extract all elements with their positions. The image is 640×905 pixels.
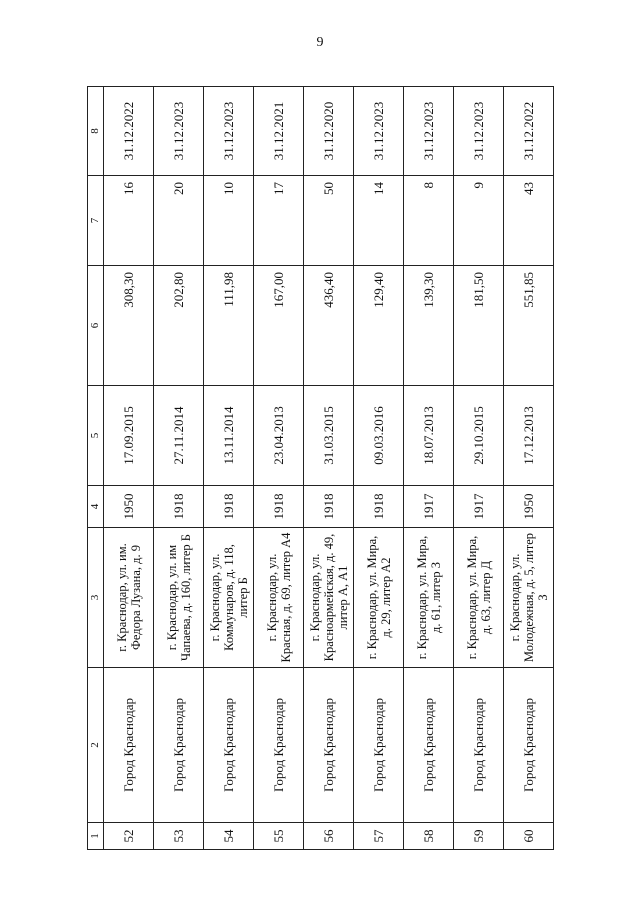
table-row: [304, 87, 354, 850]
column-header: 1: [88, 823, 104, 850]
municipality: Город Краснодар: [354, 668, 404, 823]
recognition-date: 13.11.2014: [204, 386, 254, 486]
table-row: [154, 87, 204, 850]
municipality: Город Краснодар: [154, 668, 204, 823]
build-year: 1918: [154, 486, 204, 528]
table-row: [104, 87, 154, 850]
residents-count: 20: [154, 176, 204, 266]
recognition-date: 29.10.2015: [454, 386, 504, 486]
column-header: 8: [88, 87, 104, 176]
municipality: Город Краснодар: [204, 668, 254, 823]
build-year: 1918: [354, 486, 404, 528]
table-row: [204, 87, 254, 850]
residents-count: 9: [454, 176, 504, 266]
recognition-date: 31.03.2015: [304, 386, 354, 486]
deadline-date: 31.12.2022: [104, 87, 154, 176]
build-year: 1918: [304, 486, 354, 528]
address: г. Краснодар, ул. Молодежная, д. 5, литер З: [504, 528, 554, 668]
address: г. Краснодар, ул. им. Федора Лузана, д. 9: [104, 528, 154, 668]
table-row: [354, 87, 404, 850]
rotated-table-container: [87, 87, 552, 850]
column-header: 5: [88, 386, 104, 486]
area: 436,40: [304, 266, 354, 386]
row-number: 54: [204, 823, 254, 850]
build-year: 1950: [504, 486, 554, 528]
recognition-date: 17.09.2015: [104, 386, 154, 486]
deadline-date: 31.12.2023: [154, 87, 204, 176]
build-year: 1918: [204, 486, 254, 528]
area: 308,30: [104, 266, 154, 386]
residents-count: 8: [404, 176, 454, 266]
column-header: 3: [88, 528, 104, 668]
municipality: Город Краснодар: [404, 668, 454, 823]
area: 111,98: [204, 266, 254, 386]
address: г. Краснодар, ул. Мира, д. 63, литер Д: [454, 528, 504, 668]
recognition-date: 17.12.2013: [504, 386, 554, 486]
address: г. Краснодар, ул. им Чапаева, д. 160, литер Б: [154, 528, 204, 668]
recognition-date: 27.11.2014: [154, 386, 204, 486]
area: 139,30: [404, 266, 454, 386]
deadline-date: 31.12.2020: [304, 87, 354, 176]
deadline-date: 31.12.2023: [404, 87, 454, 176]
municipality: Город Краснодар: [304, 668, 354, 823]
row-number: 60: [504, 823, 554, 850]
municipality: Город Краснодар: [504, 668, 554, 823]
build-year: 1918: [254, 486, 304, 528]
deadline-date: 31.12.2023: [204, 87, 254, 176]
housing-table: [87, 86, 554, 850]
municipality: Город Краснодар: [104, 668, 154, 823]
area: 129,40: [354, 266, 404, 386]
row-number: 55: [254, 823, 304, 850]
build-year: 1917: [404, 486, 454, 528]
column-header: 2: [88, 668, 104, 823]
column-header: 6: [88, 266, 104, 386]
residents-count: 10: [204, 176, 254, 266]
column-number-row: [88, 87, 104, 850]
deadline-date: 31.12.2022: [504, 87, 554, 176]
area: 181,50: [454, 266, 504, 386]
deadline-date: 31.12.2023: [454, 87, 504, 176]
column-header: 7: [88, 176, 104, 266]
municipality: Город Краснодар: [254, 668, 304, 823]
row-number: 56: [304, 823, 354, 850]
address: г. Краснодар, ул. Красноармейская, д. 49, литер А, А1: [304, 528, 354, 668]
page-number: 9: [316, 35, 324, 50]
address: г. Краснодар, ул. Коммунаров, д. 118, литер Б: [204, 528, 254, 668]
row-number: 58: [404, 823, 454, 850]
area: 167,00: [254, 266, 304, 386]
area: 202,80: [154, 266, 204, 386]
recognition-date: 23.04.2013: [254, 386, 304, 486]
table-row: [404, 87, 454, 850]
address: г. Краснодар, ул. Красная, д. 69, литер А4: [254, 528, 304, 668]
row-number: 52: [104, 823, 154, 850]
table-row: [504, 87, 554, 850]
row-number: 53: [154, 823, 204, 850]
deadline-date: 31.12.2023: [354, 87, 404, 176]
row-number: 57: [354, 823, 404, 850]
address: г. Краснодар, ул. Мира, д. 61, литер З: [404, 528, 454, 668]
build-year: 1917: [454, 486, 504, 528]
column-header: 4: [88, 486, 104, 528]
table-row: [454, 87, 504, 850]
table-row: [254, 87, 304, 850]
recognition-date: 18.07.2013: [404, 386, 454, 486]
residents-count: 14: [354, 176, 404, 266]
residents-count: 16: [104, 176, 154, 266]
residents-count: 43: [504, 176, 554, 266]
area: 551,85: [504, 266, 554, 386]
address: г. Краснодар, ул. Мира, д. 29, литер А2: [354, 528, 404, 668]
deadline-date: 31.12.2021: [254, 87, 304, 176]
municipality: Город Краснодар: [454, 668, 504, 823]
row-number: 59: [454, 823, 504, 850]
recognition-date: 09.03.2016: [354, 386, 404, 486]
residents-count: 17: [254, 176, 304, 266]
build-year: 1950: [104, 486, 154, 528]
residents-count: 50: [304, 176, 354, 266]
